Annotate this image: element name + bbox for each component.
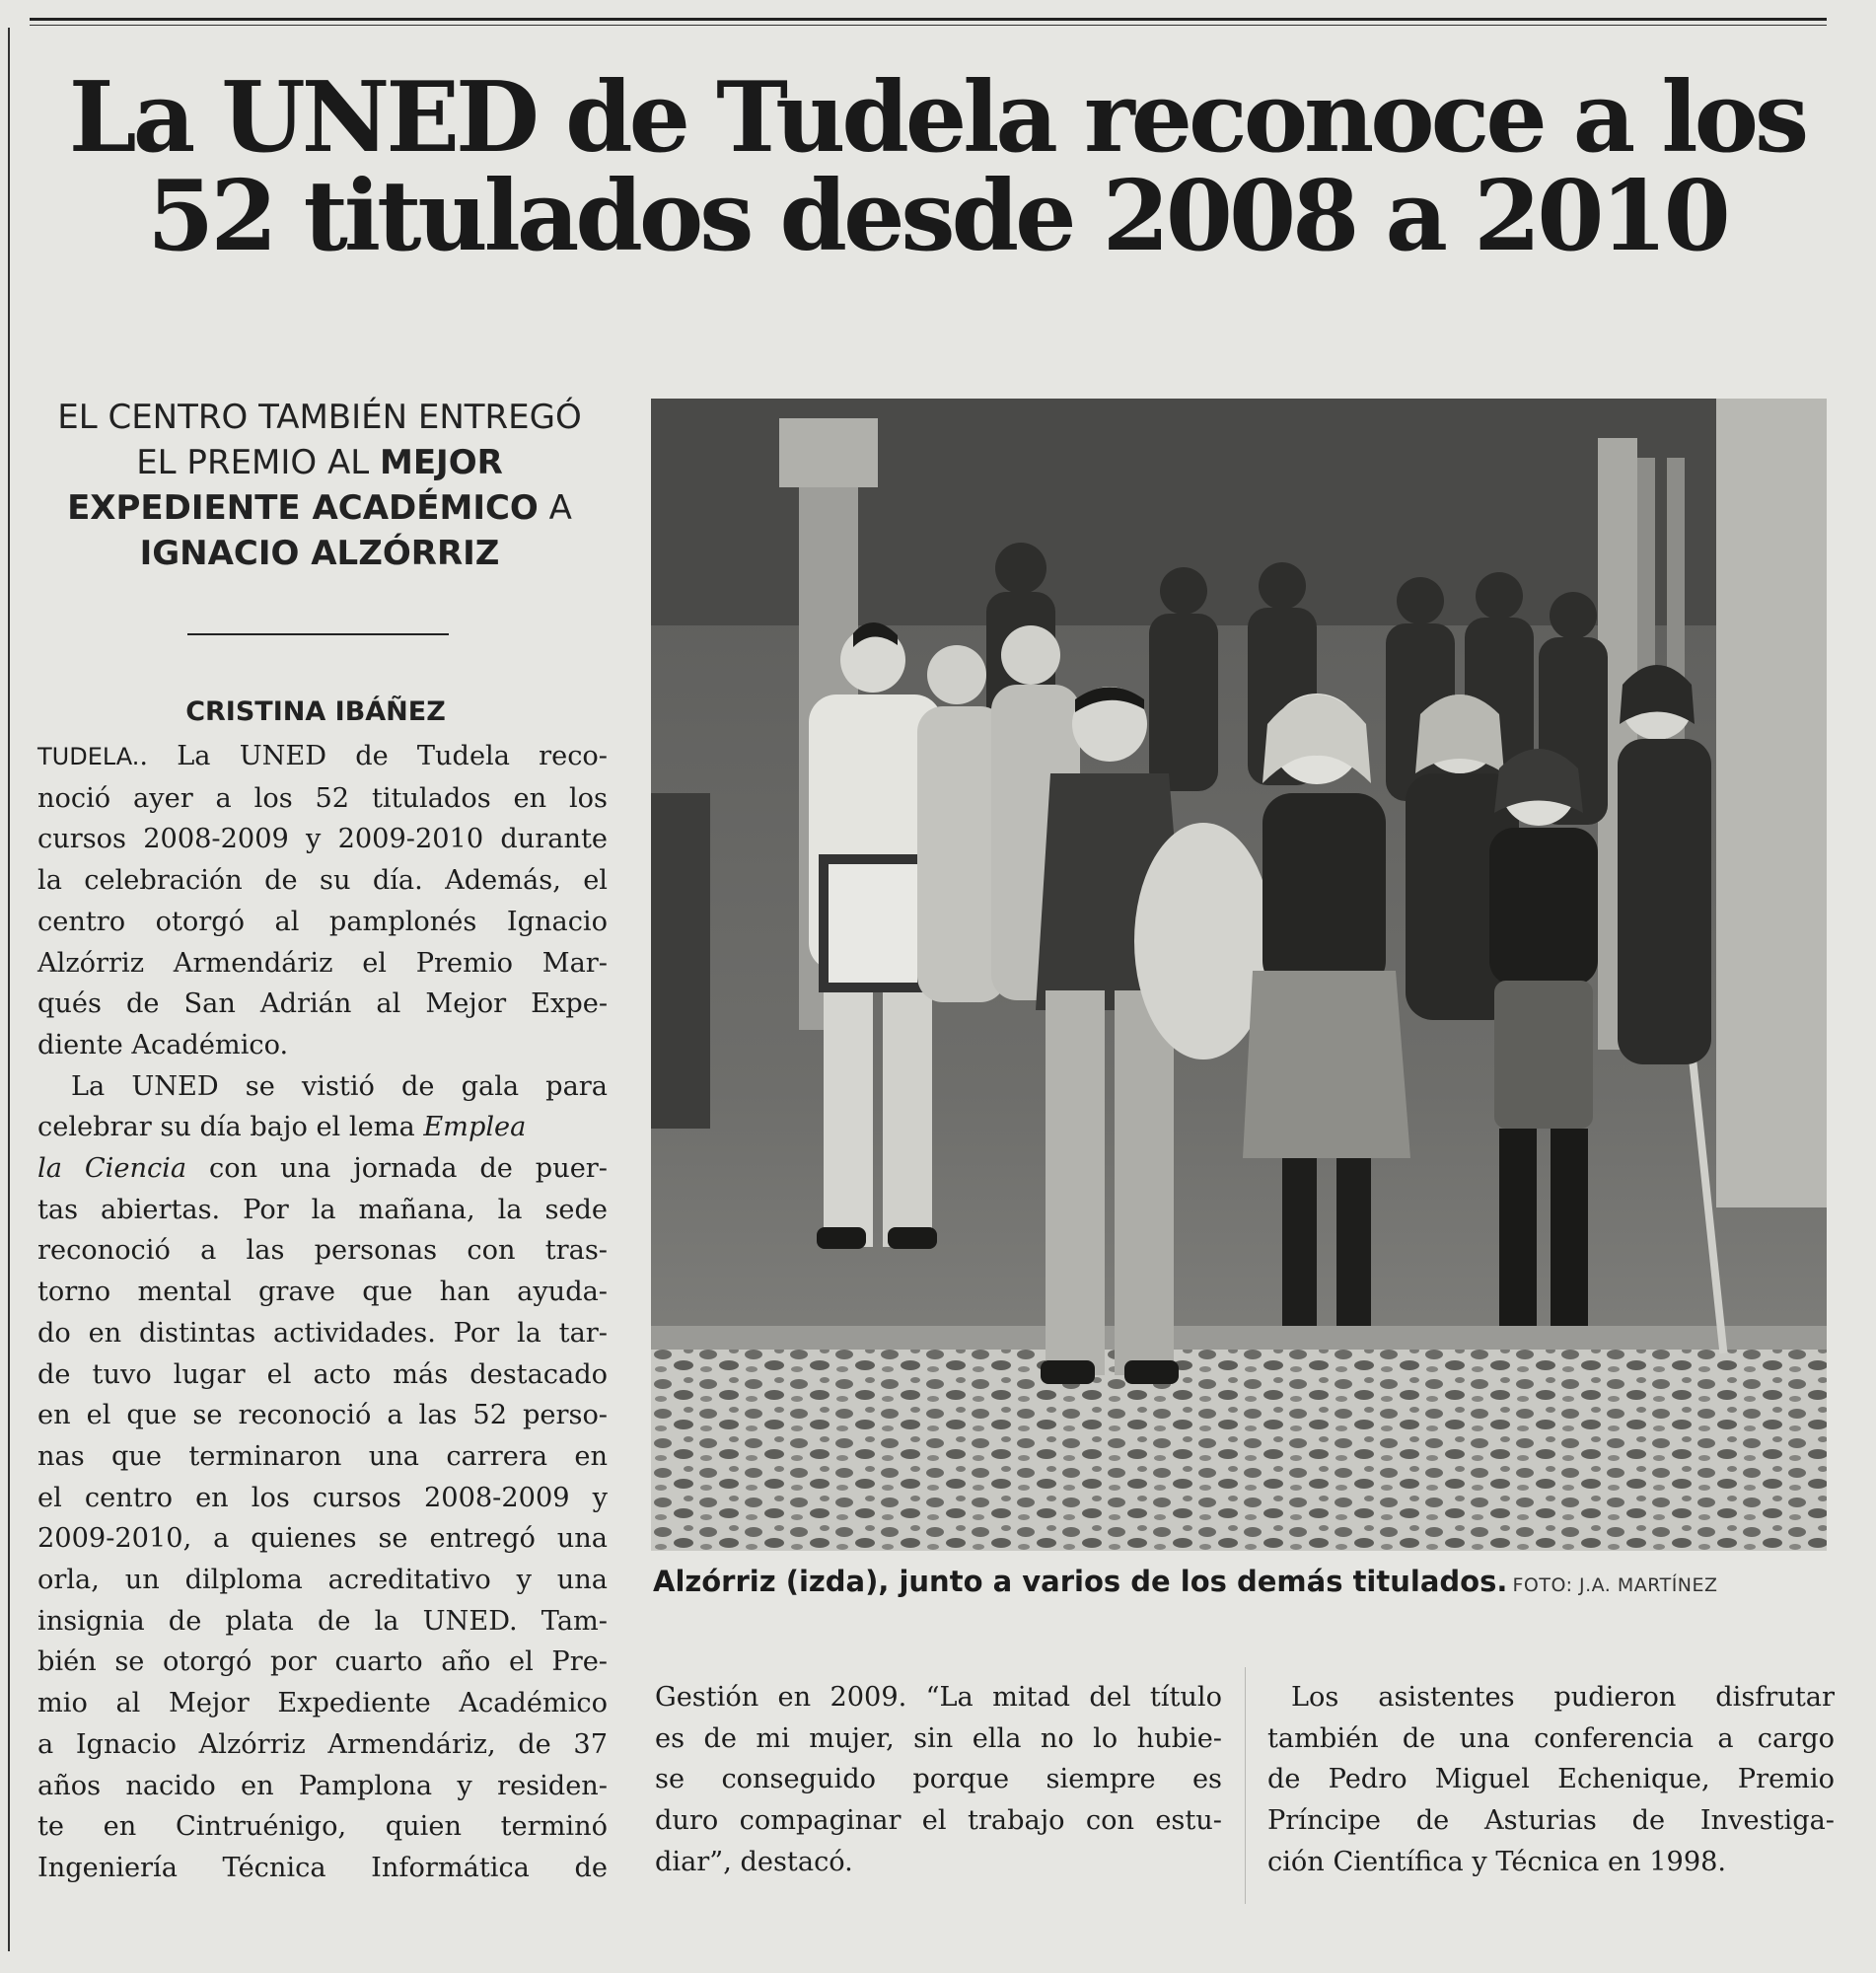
column-divider: [1245, 1667, 1246, 1904]
body-line: diente Académico.: [37, 1029, 289, 1060]
subhead-line-4: IGNACIO ALZÓRRIZ: [139, 534, 500, 573]
body-line: reconoció a las personas con tras-: [37, 1235, 608, 1267]
body-line: Alzórriz Armendáriz el Premio Mar-: [37, 947, 608, 979]
body-line: TUDELA.. La UNED de Tudela reco-: [37, 741, 608, 771]
body-line: noció ayer a los 52 titulados en los: [37, 782, 608, 814]
headline-line-1: La UNED de Tudela reconoce a los: [68, 61, 1806, 175]
body-line: Los asistentes pudieron disfrutar: [1291, 1682, 1835, 1713]
left-margin-rule: [8, 28, 10, 1951]
body-line: de tuvo lugar el acto más destacado: [37, 1358, 608, 1390]
body-line: insignia de plata de la UNED. Tam-: [37, 1605, 608, 1637]
body-line: te en Cintruénigo, quien terminó: [37, 1811, 608, 1843]
photo-credit: FOTO: J.A. MARTÍNEZ: [1512, 1574, 1718, 1596]
body-line: duro compaginar el trabajo con estu-: [655, 1805, 1222, 1837]
body-line: celebrar su día bajo el lema Emplea: [37, 1112, 527, 1143]
body-line: la Ciencia con una jornada de puer-: [37, 1153, 608, 1185]
body-column-2: [655, 1677, 1222, 1883]
headline-line-2: 52 titulados desde 2008 a 2010: [147, 160, 1727, 273]
body-line: 2009-2010, a quienes se entregó una: [37, 1523, 608, 1555]
group-photo: [651, 399, 1827, 1551]
body-line: Príncipe de Asturias de Investiga-: [1267, 1805, 1835, 1837]
byline: CRISTINA IBÁÑEZ: [185, 696, 446, 727]
body-line: Ingeniería Técnica Informática de: [37, 1852, 608, 1883]
body-line: cursos 2008-2009 y 2009-2010 durante: [37, 824, 608, 855]
body-line: diar”, destacó.: [655, 1846, 853, 1877]
body-line: el centro en los cursos 2008-2009 y: [37, 1482, 608, 1513]
motto-emphasis: Emplea: [423, 1112, 527, 1143]
body-column-1: [37, 736, 608, 1889]
body-line: a Ignacio Alzórriz Armendáriz, de 37: [37, 1728, 608, 1760]
body-line: centro otorgó al pamplonés Ignacio: [37, 906, 608, 937]
dateline-place: TUDELA.: [37, 743, 140, 770]
body-column-3: [1267, 1677, 1835, 1883]
body-line: do en distintas actividades. Por la tar-: [37, 1317, 608, 1349]
body-line: ción Científica y Técnica en 1998.: [1267, 1846, 1727, 1877]
body-line: La UNED se vistió de gala para: [71, 1070, 608, 1102]
body-line: años nacido en Pamplona y residen-: [37, 1770, 608, 1801]
body-line: es de mi mujer, sin ella no lo hubie-: [655, 1722, 1222, 1754]
top-rule: [30, 18, 1827, 21]
caption-text: Alzórriz (izda), junto a varios de los demás titulados.: [653, 1565, 1508, 1598]
body-line: de Pedro Miguel Echenique, Premio: [1267, 1764, 1835, 1795]
headline: [39, 61, 1835, 273]
motto-emphasis: la Ciencia: [37, 1153, 187, 1185]
body-line: la celebración de su día. Además, el: [37, 865, 608, 897]
body-line: se conseguido porque siempre es: [655, 1764, 1222, 1795]
group-photo-illustration: [651, 399, 1827, 1551]
body-line: en el que se reconoció a las 52 perso-: [37, 1400, 608, 1431]
top-rule-thin: [30, 25, 1827, 26]
body-line: tas abiertas. Por la mañana, la sede: [37, 1194, 608, 1225]
body-line: mio al Mejor Expediente Académico: [37, 1688, 608, 1719]
body-line: torno mental grave que han ayuda-: [37, 1277, 608, 1308]
body-line: Gestión en 2009. “La mitad del título: [655, 1682, 1222, 1713]
subhead-line-1: EL CENTRO TAMBIÉN ENTREGÓ: [57, 398, 582, 437]
subhead-line-2: EL PREMIO AL MEJOR: [136, 443, 503, 482]
subheadline: [24, 395, 615, 576]
subhead-line-3: EXPEDIENTE ACADÉMICO A: [67, 488, 572, 528]
body-line: orla, un dilploma acreditativo y una: [37, 1565, 608, 1596]
body-line: qués de San Adrián al Mejor Expe-: [37, 988, 608, 1020]
body-line: nas que terminaron una carrera en: [37, 1440, 608, 1472]
body-line: bién se otorgó por cuarto año el Pre-: [37, 1646, 608, 1678]
body-line: también de una conferencia a cargo: [1267, 1722, 1835, 1754]
subhead-divider: [187, 633, 449, 635]
photo-caption: [653, 1565, 1827, 1598]
